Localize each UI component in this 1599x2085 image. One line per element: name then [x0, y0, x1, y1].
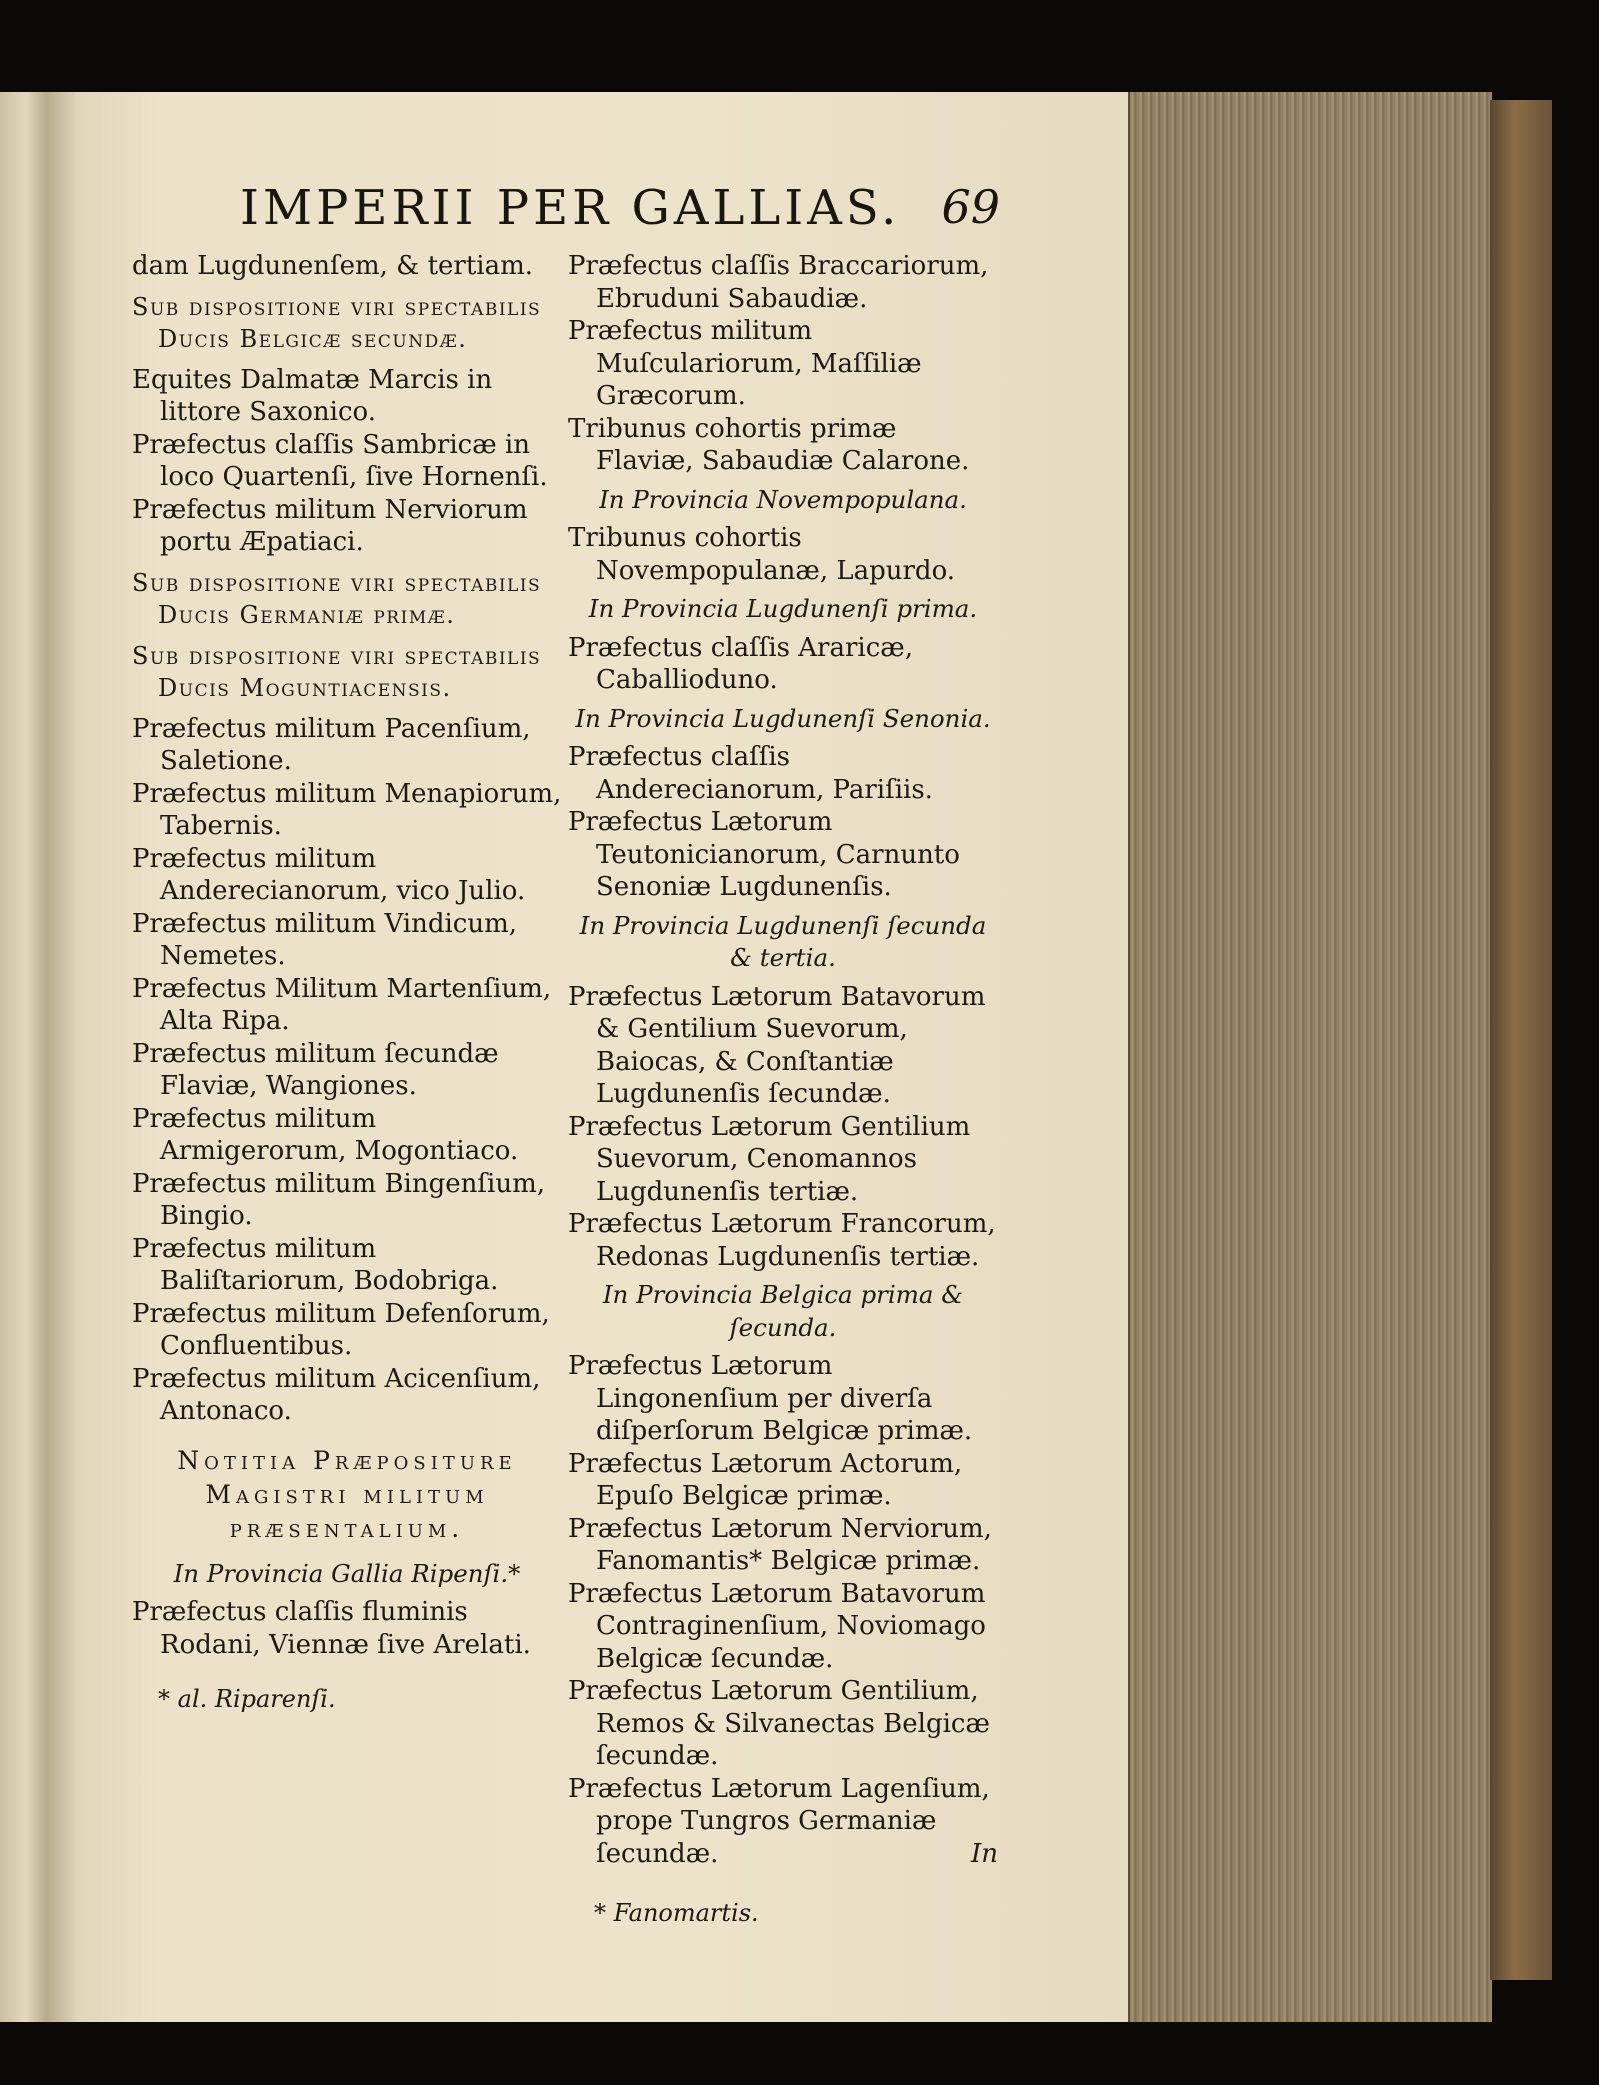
text-entry: Præfectus militum Menapiorum, Tabernis. — [132, 778, 562, 841]
text-entry: Præfectus militum Nerviorum portu Æpatiaci. — [132, 494, 528, 557]
section-heading: Sub dispositione viri spectabilis Ducis Belgicæ secundæ. — [132, 292, 542, 353]
text-entry: Præfectus claſſis Braccariorum, Ebruduni Sabaudiæ. — [568, 251, 989, 314]
text-entry: Præfectus claſſis Sambricæ in loco Quartenſi, ſive Hornenſi. — [132, 429, 548, 492]
text-entry: Præfectus Lætorum Nerviorum, Fanomantis* Belgicæ primæ. — [568, 1513, 992, 1576]
text-entry: Præfectus Lætorum Lagenſium, prope Tungros Germaniæ ſecundæ. — [568, 1773, 990, 1869]
text-entry: Præfectus Lætorum Teutonicianorum, Carnunto Senoniæ Lugdunenſis. — [568, 807, 960, 902]
province-heading: In Provincia Belgica prima & ſecunda. — [602, 1280, 964, 1342]
left-text-column — [132, 250, 562, 1740]
section-heading-centered: Notitia Præpositure Magistri militum præsentalium. — [177, 1445, 517, 1543]
text-entry: Præfectus claſſis Araricæ, Caballioduno. — [568, 632, 913, 695]
page-header — [240, 180, 1000, 250]
footnote: * al. Riparenſi. — [158, 1685, 336, 1713]
catchword: In — [970, 1839, 998, 1869]
text-entry: Præfectus claſſis fluminis Rodani, Viennæ ſive Arelati. — [132, 1597, 531, 1660]
text-entry: Præfectus Lætorum Actorum, Epuſo Belgicæ primæ. — [568, 1448, 963, 1511]
text-entry: Præfectus militum Armigerorum, Mogontiaco. — [132, 1103, 519, 1166]
text-entry: Præfectus militum Defenſorum, Confluentibus. — [132, 1298, 550, 1361]
text-entry: Præfectus militum Anderecianorum, vico Julio. — [132, 843, 526, 906]
text-entry: Præfectus militum Muſculariorum, Maſſiliæ Græcorum. — [568, 316, 922, 411]
text-entry: Equites Dalmatæ Marcis in littore Saxonico. — [132, 364, 493, 427]
text-entry: Præfectus Lætorum Batavorum & Gentilium Suevorum, Baiocas, & Conſtantiæ Lugdunenſis ſecundæ. — [568, 981, 986, 1109]
text-entry: Præfectus militum Pacenſium, Saletione. — [132, 713, 531, 776]
text-entry: Præfectus militum Baliſtariorum, Bodobriga. — [132, 1233, 499, 1296]
text-entry: dam Lugdunenſem, & tertiam. — [132, 251, 534, 281]
text-entry: Præfectus Lætorum Gentilium Suevorum, Cenomannos Lugdunenſis tertiæ. — [568, 1111, 971, 1207]
text-entry: Præfectus militum ſecundæ Flaviæ, Wangiones. — [132, 1038, 499, 1101]
book-gutter — [46, 92, 76, 2022]
province-heading: In Provincia Novempopulana. — [599, 484, 967, 514]
running-title: IMPERII PER GALLIAS. — [240, 180, 901, 236]
section-heading: Sub dispositione viri spectabilis Ducis Moguntiacensis. — [132, 641, 542, 702]
text-entry: Præfectus militum Vindicum, Nemetes. — [132, 908, 518, 971]
province-heading: In Provincia Lugdunenſi ſecunda & tertia. — [579, 910, 987, 972]
footnote: * Fanomartis. — [594, 1898, 759, 1927]
text-entry: Tribunus cohortis primæ Flaviæ, Sabaudiæ Calarone. — [568, 413, 970, 476]
text-entry: Præfectus Lætorum Francorum, Redonas Lugdunenſis tertiæ. — [568, 1209, 996, 1272]
text-entry: Præfectus militum Acicenſium, Antonaco. — [132, 1363, 541, 1426]
section-heading: Sub dispositione viri spectabilis Ducis Germaniæ primæ. — [132, 568, 542, 629]
book-cover-edge — [1490, 100, 1552, 1980]
text-entry: Præfectus Lætorum Gentilium, Remos & Silvanectas Belgicæ ſecundæ. — [568, 1676, 990, 1771]
right-text-column — [568, 250, 998, 1953]
page-block-fore-edge — [1128, 92, 1492, 2022]
page-number: 69 — [941, 180, 1000, 234]
text-entry: Præfectus Militum Martenſium, Alta Ripa. — [132, 973, 552, 1036]
province-heading: In Provincia Gallia Ripenſi.* — [173, 1558, 521, 1588]
text-entry: Præfectus militum Bingenſium, Bingio. — [132, 1168, 545, 1231]
province-heading: In Provincia Lugdunenſi prima. — [588, 594, 978, 623]
text-entry: Præfectus claſſis Anderecianorum, Pariſiis. — [568, 742, 933, 805]
previous-page-edge — [0, 92, 48, 2022]
text-entry: Præfectus Lætorum Batavorum Contraginenſium, Noviomago Belgicæ ſecundæ. — [568, 1578, 986, 1674]
text-entry: Præfectus Lætorum Lingonenſium per diverſa diſperſorum Belgicæ primæ. — [568, 1351, 973, 1446]
text-entry: Tribunus cohortis Novempopulanæ, Lapurdo. — [568, 523, 956, 586]
province-heading: In Provincia Lugdunenſi Senonia. — [575, 703, 991, 733]
